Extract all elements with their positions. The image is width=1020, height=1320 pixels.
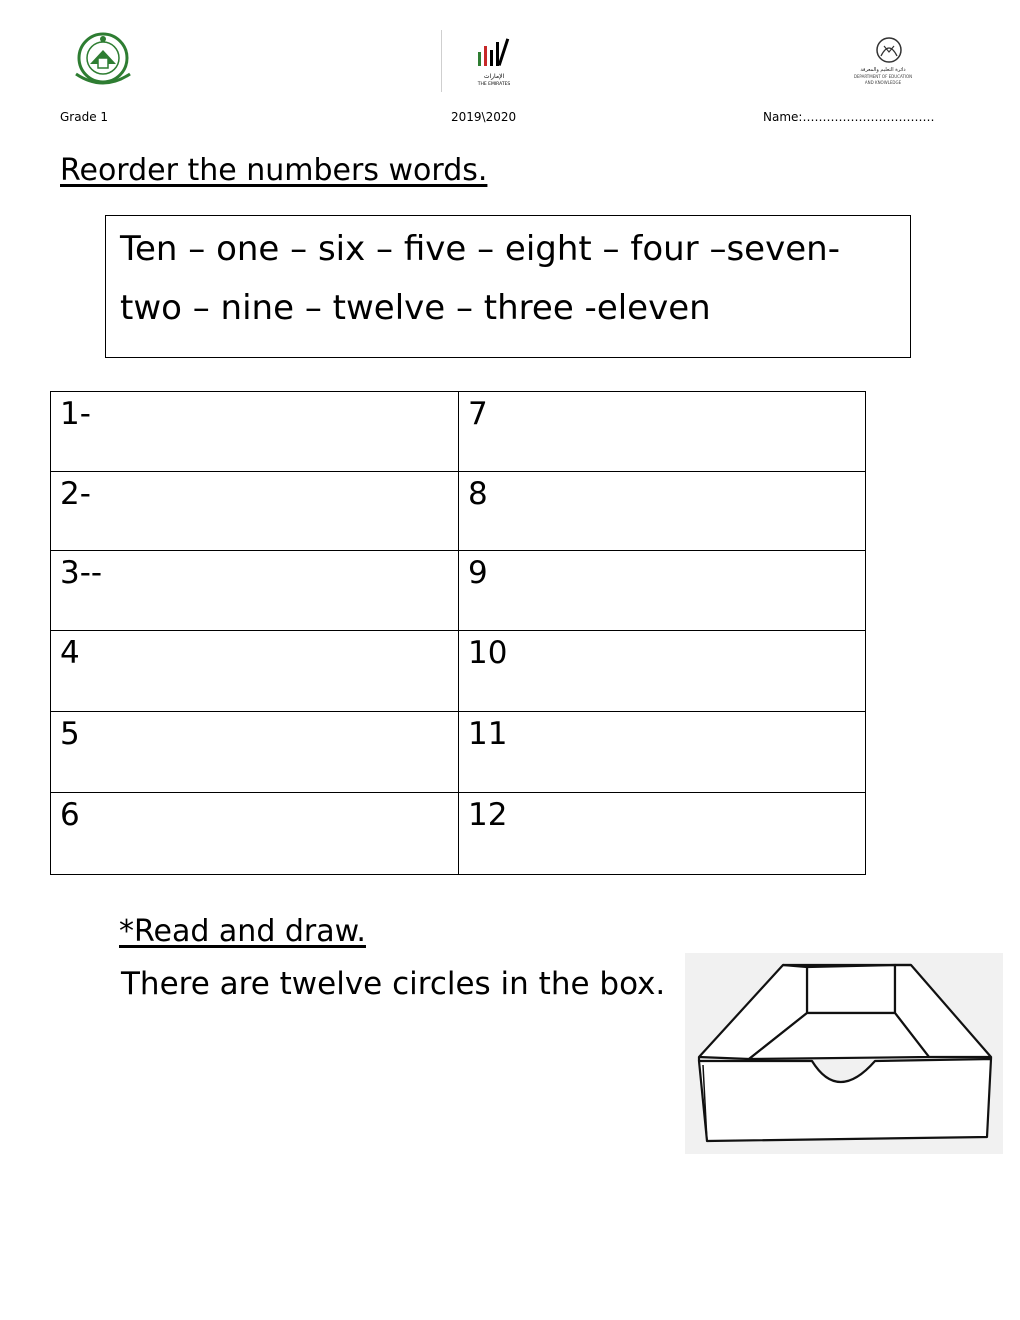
department-of-education-logo <box>846 34 920 86</box>
table-row <box>51 712 866 793</box>
table-row <box>51 631 866 712</box>
read-and-draw-sentence: There are twelve circles in the box. <box>121 966 666 1002</box>
answer-cell[interactable]: 4 <box>51 631 459 712</box>
school-emblem-logo <box>68 30 138 90</box>
answer-cell[interactable]: 8 <box>459 472 866 551</box>
answer-cell[interactable]: 1- <box>51 392 459 472</box>
school-year: 2019\2020 <box>451 110 517 124</box>
doe-caption-1: DEPARTMENT OF EDUCATION <box>853 74 913 79</box>
answer-cell[interactable]: 9 <box>459 551 866 631</box>
doe-caption-2: AND KNOWLEDGE <box>864 80 902 85</box>
word-bank <box>105 215 911 358</box>
answer-cell[interactable]: 5 <box>51 712 459 793</box>
answer-cell[interactable]: 10 <box>459 631 866 712</box>
exercise-title: Reorder the numbers words. <box>60 153 488 188</box>
table-row <box>51 472 866 551</box>
answer-cell[interactable]: 2- <box>51 472 459 551</box>
uae-the-emirates-logo <box>472 34 516 88</box>
answer-cell[interactable]: 6 <box>51 793 459 875</box>
name-field[interactable]: Name:…………………………… <box>763 110 935 124</box>
grade-label: Grade 1 <box>60 110 109 124</box>
answer-cell[interactable]: 3-- <box>51 551 459 631</box>
svg-text:الإمارات: الإمارات <box>483 73 505 80</box>
table-row <box>51 392 866 472</box>
empty-box-drawing[interactable] <box>685 953 1003 1154</box>
table-row <box>51 551 866 631</box>
table-row <box>51 793 866 875</box>
header-divider <box>441 30 442 92</box>
word-bank-line-2: two – nine – twelve – three -eleven <box>120 288 711 328</box>
svg-text:دائرة التعليم والمعرفة: دائرة التعليم والمعرفة <box>860 67 906 73</box>
answer-cell[interactable]: 12 <box>459 793 866 875</box>
answer-cell[interactable]: 7 <box>459 392 866 472</box>
answer-table <box>50 391 866 875</box>
word-bank-line-1: Ten – one – six – five – eight – four –seven- <box>120 229 840 269</box>
read-and-draw-instruction: *Read and draw. <box>119 914 366 949</box>
answer-cell[interactable]: 11 <box>459 712 866 793</box>
uae-logo-caption: THE EMIRATES <box>477 82 511 87</box>
